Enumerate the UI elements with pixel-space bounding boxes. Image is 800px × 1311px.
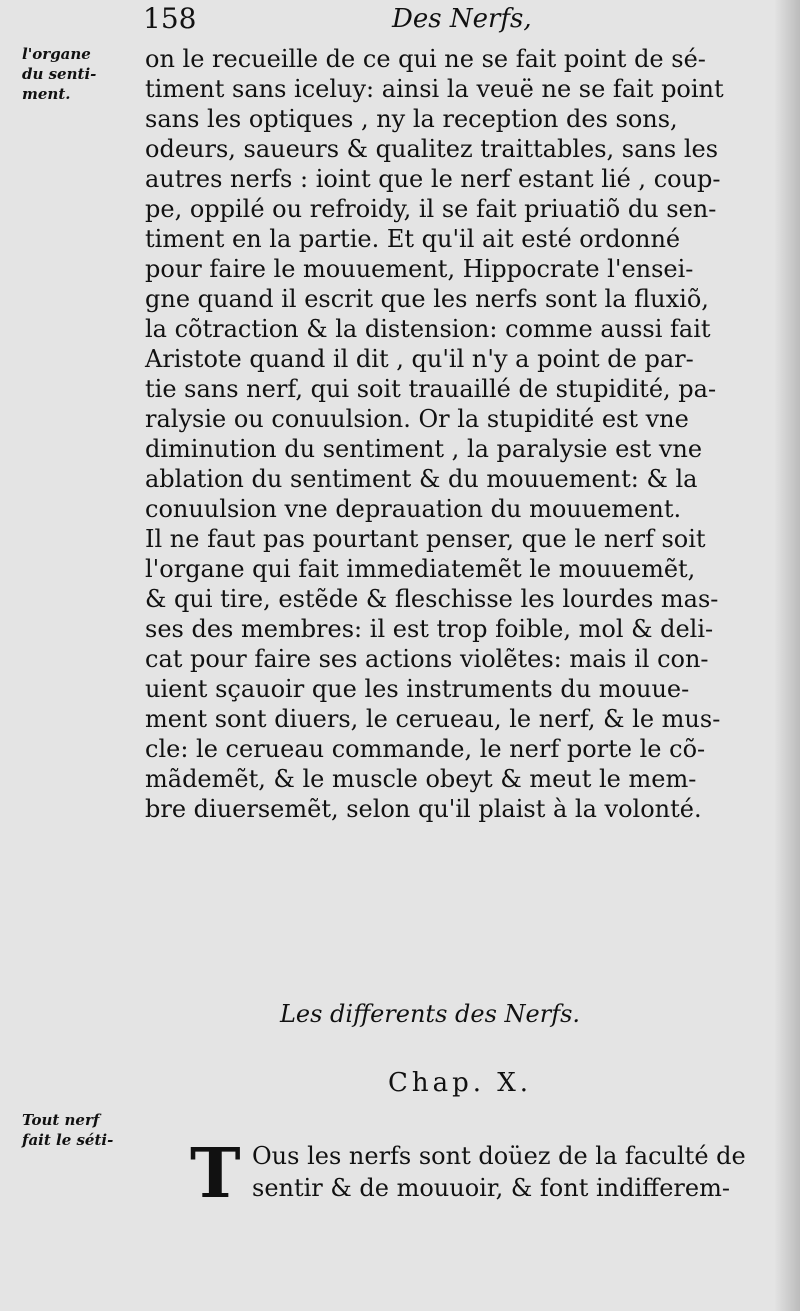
text-line: tie sans nerf, qui soit trauaillé de stupidité, pa- bbox=[145, 375, 717, 403]
text-line: Il ne faut pas pourtant penser, que le nerf soit bbox=[145, 525, 706, 553]
text-line: ses des membres: il est trop foible, mol & deli- bbox=[145, 615, 714, 643]
text-line: timent en la partie. Et qu'il ait esté ordonné bbox=[145, 225, 681, 253]
running-head bbox=[0, 2, 800, 36]
text-line: on le recueille de ce qui ne se fait point de sé- bbox=[145, 45, 706, 73]
margin-note-line: l'organe bbox=[22, 45, 91, 63]
text-line: bre diuersemẽt, selon qu'il plaist à la volonté. bbox=[145, 795, 702, 823]
text-line: autres nerfs : ioint que le nerf estant lié , coup- bbox=[145, 165, 721, 193]
text-line: ralysie ou conuulsion. Or la stupidité est vne bbox=[145, 405, 689, 433]
page-number: 158 bbox=[143, 2, 197, 35]
text-line: odeurs, saueurs & qualitez traittables, sans les bbox=[145, 135, 719, 163]
text-line: conuulsion vne deprauation du mouuement. bbox=[145, 495, 682, 523]
drop-cap: T bbox=[190, 1134, 241, 1214]
text-line: mãdemẽt, & le muscle obeyt & meut le mem- bbox=[145, 765, 697, 793]
text-line: sans les optiques , ny la reception des sons, bbox=[145, 105, 678, 133]
text-line: gne quand il escrit que les nerfs sont la fluxiõ, bbox=[145, 285, 709, 313]
running-title: Des Nerfs, bbox=[392, 4, 532, 34]
text-line: cle: le cerueau commande, le nerf porte le cõ- bbox=[145, 735, 706, 763]
section-heading: Les differents des Nerfs. bbox=[279, 1000, 581, 1028]
body-text bbox=[145, 44, 770, 824]
text-line: sentir & de mouuoir, & font indifferem- bbox=[252, 1174, 730, 1202]
chapter-opening-paragraph bbox=[190, 1134, 780, 1214]
text-line: uient sçauoir que les instruments du mouue- bbox=[145, 675, 690, 703]
text-line: ablation du sentiment & du mouuement: & la bbox=[145, 465, 698, 493]
text-line: l'organe qui fait immediatemẽt le mouuemẽt, bbox=[145, 555, 696, 583]
text-line: ment sont diuers, le cerueau, le nerf, & le mus- bbox=[145, 705, 721, 733]
text-line: Ous les nerfs sont doüez de la faculté de bbox=[252, 1142, 746, 1170]
margin-note-every-nerve bbox=[22, 1110, 134, 1150]
text-line: timent sans iceluy: ainsi la veuë ne se fait point bbox=[145, 75, 724, 103]
text-line: pour faire le mouuement, Hippocrate l'ensei- bbox=[145, 255, 694, 283]
text-line: & qui tire, estẽde & fleschisse les lourdes mas- bbox=[145, 585, 719, 613]
text-line: la cõtraction & la distension: comme aussi fait bbox=[145, 315, 711, 343]
margin-note-line: du senti- bbox=[22, 65, 97, 83]
text-line: pe, oppilé ou refroidy, il se fait priuatiõ du sen- bbox=[145, 195, 717, 223]
margin-note-organ bbox=[22, 44, 134, 104]
page-gutter-shadow bbox=[774, 0, 800, 1311]
text-line: diminution du sentiment , la paralysie est vne bbox=[145, 435, 703, 463]
text-line: cat pour faire ses actions violẽtes: mais il con- bbox=[145, 645, 709, 673]
margin-note-line: Tout nerf bbox=[22, 1111, 100, 1129]
margin-note-line: ment. bbox=[22, 85, 71, 103]
margin-note-line: fait le séti- bbox=[22, 1131, 114, 1149]
chapter-heading: Chap. X. bbox=[387, 1068, 533, 1098]
text-line: Aristote quand il dit , qu'il n'y a point de par- bbox=[145, 345, 694, 373]
